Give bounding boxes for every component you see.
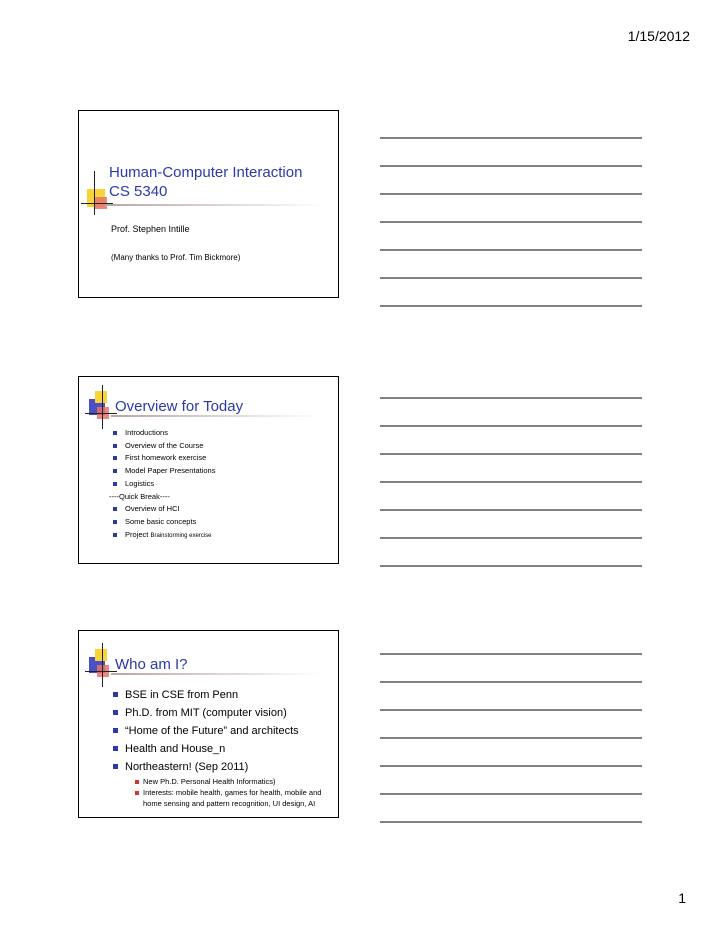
sub-list-item: Interests: mobile health, games for health, mobile and home sensing and pattern recognition, UI design, AI [135, 787, 328, 809]
list-item: Model Paper Presentations [113, 465, 215, 478]
list-item: Logistics [113, 478, 215, 491]
list-item-break: ----Quick Break---- [109, 491, 170, 501]
list-item: Northeastern! (Sep 2011) New Ph.D. Personal Health Informatics) Interests: mobile health, games for health, mobile and home sensing and pattern recognition, UI design, AI [113, 758, 328, 809]
course-code: CS 5340 [109, 183, 168, 200]
list-item: BSE in CSE from Penn [113, 686, 328, 704]
slide-author: Prof. Stephen Intille [111, 224, 190, 234]
list-item: Some basic concepts [113, 516, 215, 529]
page-date: 1/15/2012 [627, 28, 690, 44]
slide-title: Overview for Today [115, 398, 244, 415]
slide-title: Who am I? [115, 656, 188, 673]
list-item: Ph.D. from MIT (computer vision) [113, 704, 328, 722]
page-number: 1 [678, 890, 686, 906]
list-item: First homework exercise [113, 452, 215, 465]
list-item: Overview of the Course [113, 440, 215, 453]
list-item: Project Brainstorming exercise [113, 529, 215, 543]
list-item: Overview of HCI [113, 503, 215, 516]
sub-list-item: New Ph.D. Personal Health Informatics) [135, 776, 328, 787]
slide-title: Human-Computer Interaction [109, 164, 303, 181]
list-item: Health and House_n [113, 740, 328, 758]
list-item: Introductions [113, 427, 215, 440]
list-item: “Home of the Future” and architects [113, 722, 328, 740]
slide-thanks: (Many thanks to Prof. Tim Bickmore) [111, 253, 241, 262]
